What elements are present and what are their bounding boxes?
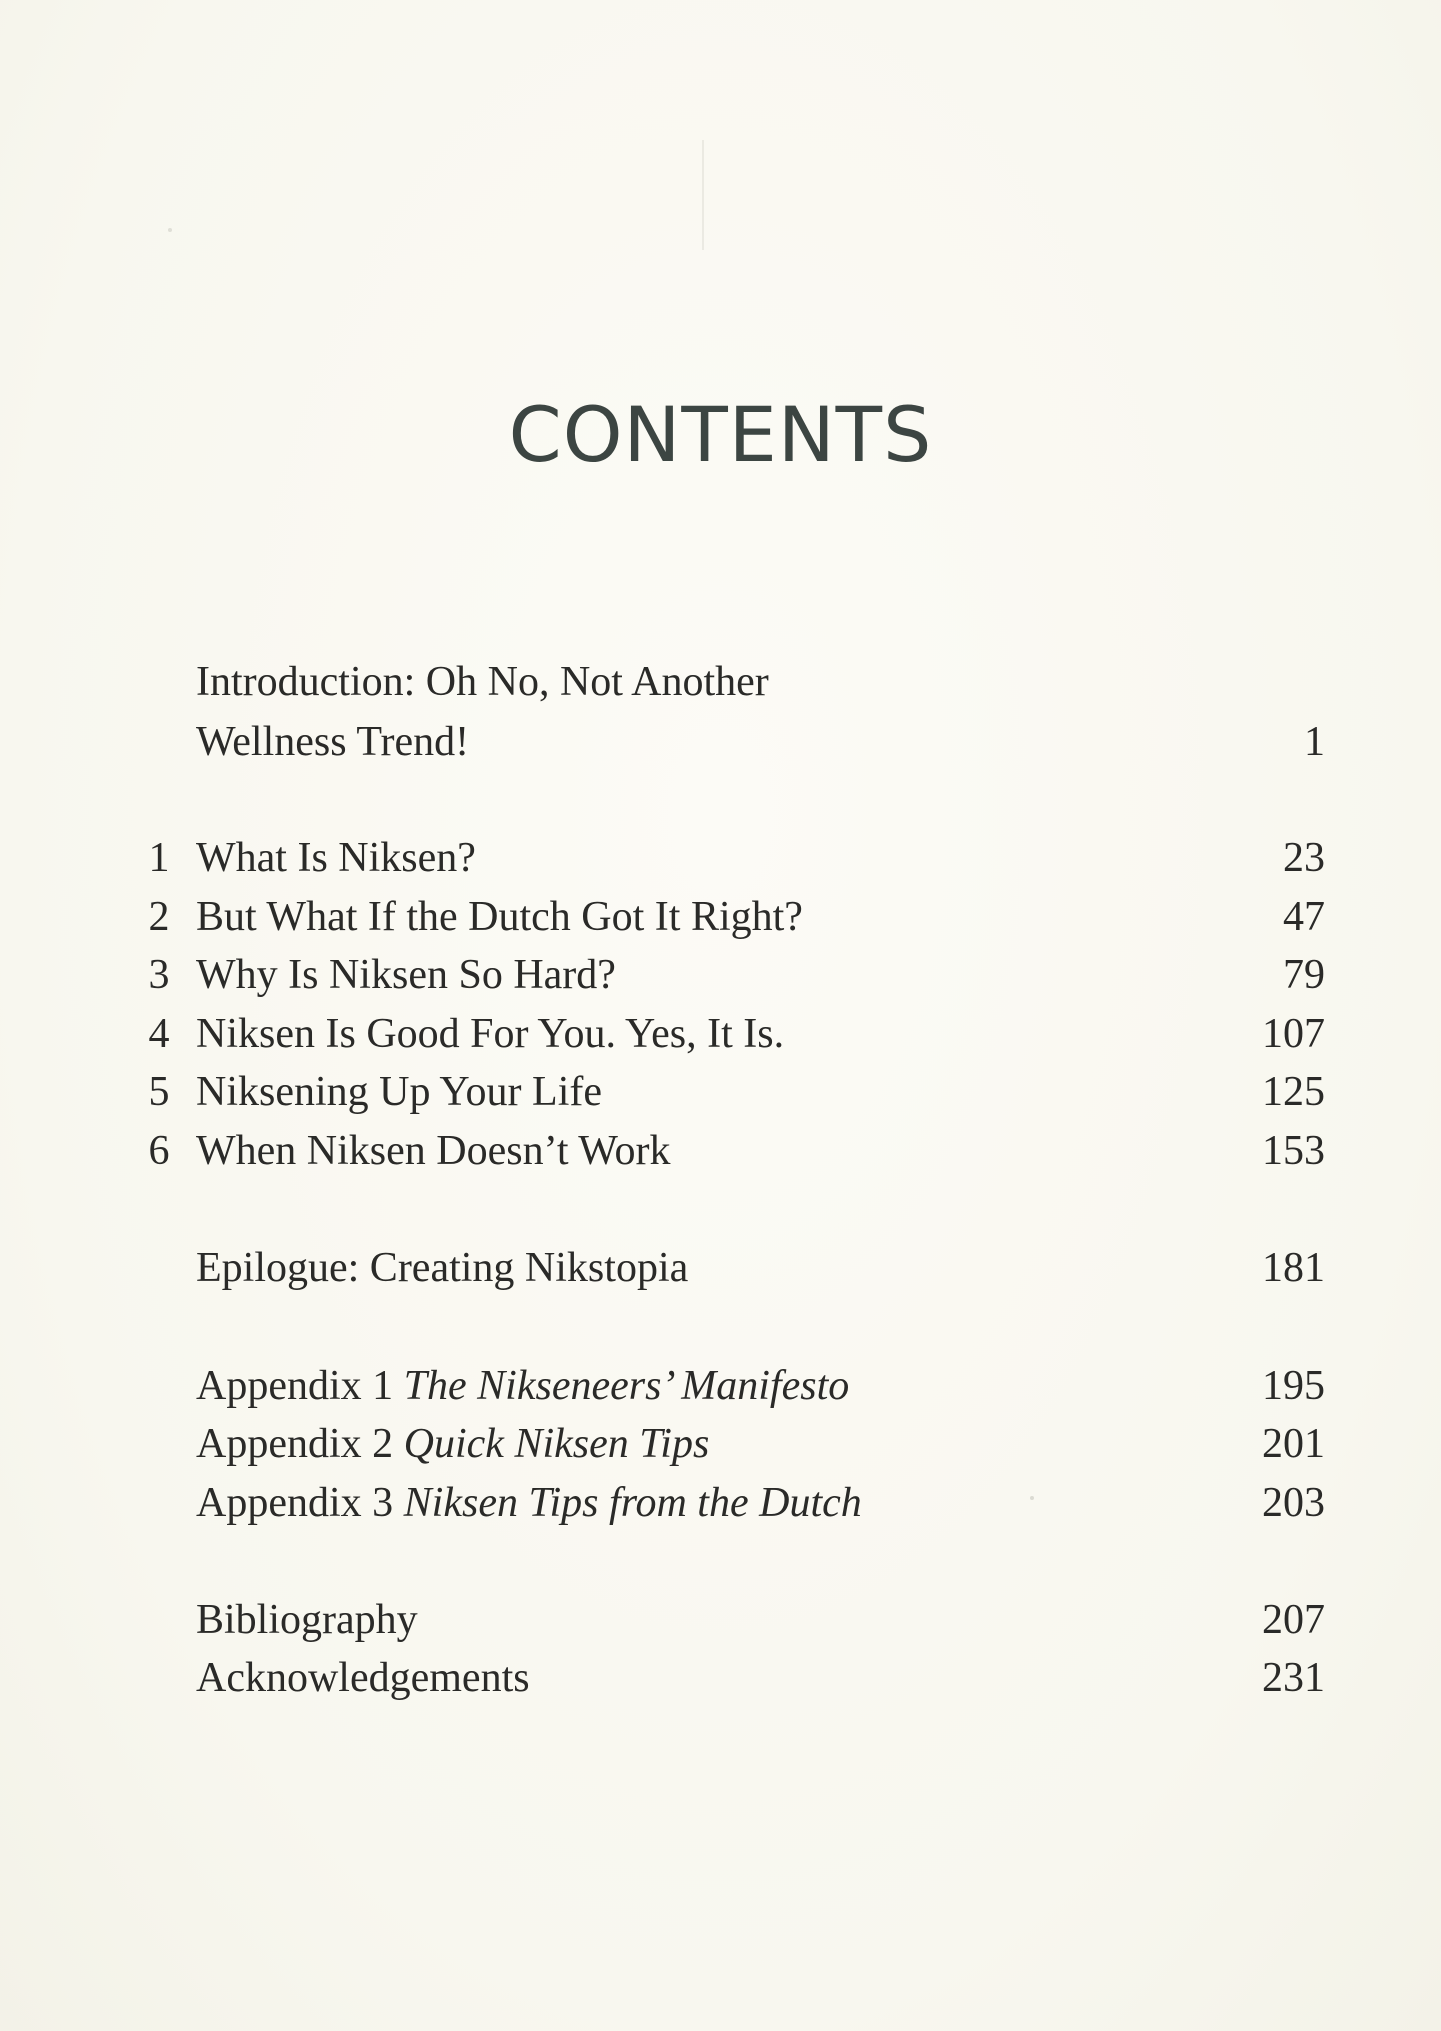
toc-page-number: 1 [1304,719,1325,765]
toc-entry-title: Bibliography [196,1597,418,1643]
chapter-number: 2 [148,894,170,940]
toc-page-number: 195 [1262,1363,1325,1409]
chapter-number: 1 [148,835,170,881]
toc-entry-title [196,1474,862,1532]
toc-page-number: 125 [1262,1069,1325,1115]
toc-entry-introduction[interactable] [0,653,1441,711]
toc-entry-epilogue[interactable] [0,1239,1441,1297]
appendix-label: Appendix 2 [196,1421,404,1467]
toc-entry-appendix-1[interactable] [0,1357,1441,1415]
toc-entry-title: Why Is Niksen So Hard? [196,952,616,998]
appendix-subtitle: Quick Niksen Tips [403,1421,710,1467]
toc-page-number: 153 [1262,1128,1325,1174]
toc-page-number: 207 [1262,1597,1325,1643]
toc-entry-chapter-3[interactable] [0,946,1441,1004]
toc-entry-chapter-2[interactable] [0,888,1441,946]
toc-entry-chapter-1[interactable] [0,829,1441,887]
appendix-subtitle: The Nikseneers’ Manifesto [403,1363,850,1409]
toc-entry-title: Wellness Trend! [196,719,470,765]
toc-page-number: 47 [1283,894,1325,940]
toc-entry-bibliography[interactable] [0,1591,1441,1649]
toc-entry-appendix-3[interactable] [0,1474,1441,1532]
toc-entry-title: Introduction: Oh No, Not Another [196,659,769,705]
chapter-number: 4 [148,1011,170,1057]
toc-entry-appendix-2[interactable] [0,1415,1441,1473]
toc-entry-chapter-5[interactable] [0,1063,1441,1121]
toc-page-number: 107 [1262,1011,1325,1057]
toc-entry-title: What Is Niksen? [196,835,476,881]
toc-entry-acknowledgements[interactable] [0,1649,1441,1707]
toc-entry-title: But What If the Dutch Got It Right? [196,894,803,940]
page-title: CONTENTS [508,390,933,479]
toc-entry-title: Niksen Is Good For You. Yes, It Is. [196,1011,785,1057]
toc-page-number: 203 [1262,1480,1325,1526]
toc-page-number: 79 [1283,952,1325,998]
appendix-label: Appendix 1 [196,1363,404,1409]
toc-entry-chapter-6[interactable] [0,1122,1441,1180]
toc-entry-title: When Niksen Doesn’t Work [196,1128,671,1174]
toc-entry-title [196,1415,709,1473]
appendix-subtitle: Niksen Tips from the Dutch [403,1480,862,1526]
toc-entry-title: Niksening Up Your Life [196,1069,602,1115]
toc-page-number: 181 [1262,1245,1325,1291]
chapter-number: 3 [148,952,170,998]
toc-page-number: 201 [1262,1421,1325,1467]
toc-entry-title: Epilogue: Creating Nikstopia [196,1245,689,1291]
chapter-number: 6 [148,1128,170,1174]
chapter-number: 5 [148,1069,170,1115]
toc-entry-chapter-4[interactable] [0,1005,1441,1063]
appendix-label: Appendix 3 [196,1480,404,1526]
toc-entry-title: Acknowledgements [196,1655,530,1701]
toc-entry-introduction-cont[interactable] [0,713,1441,771]
toc-entry-title [196,1357,849,1415]
toc-page-number: 23 [1283,835,1325,881]
toc-page-number: 231 [1262,1655,1325,1701]
